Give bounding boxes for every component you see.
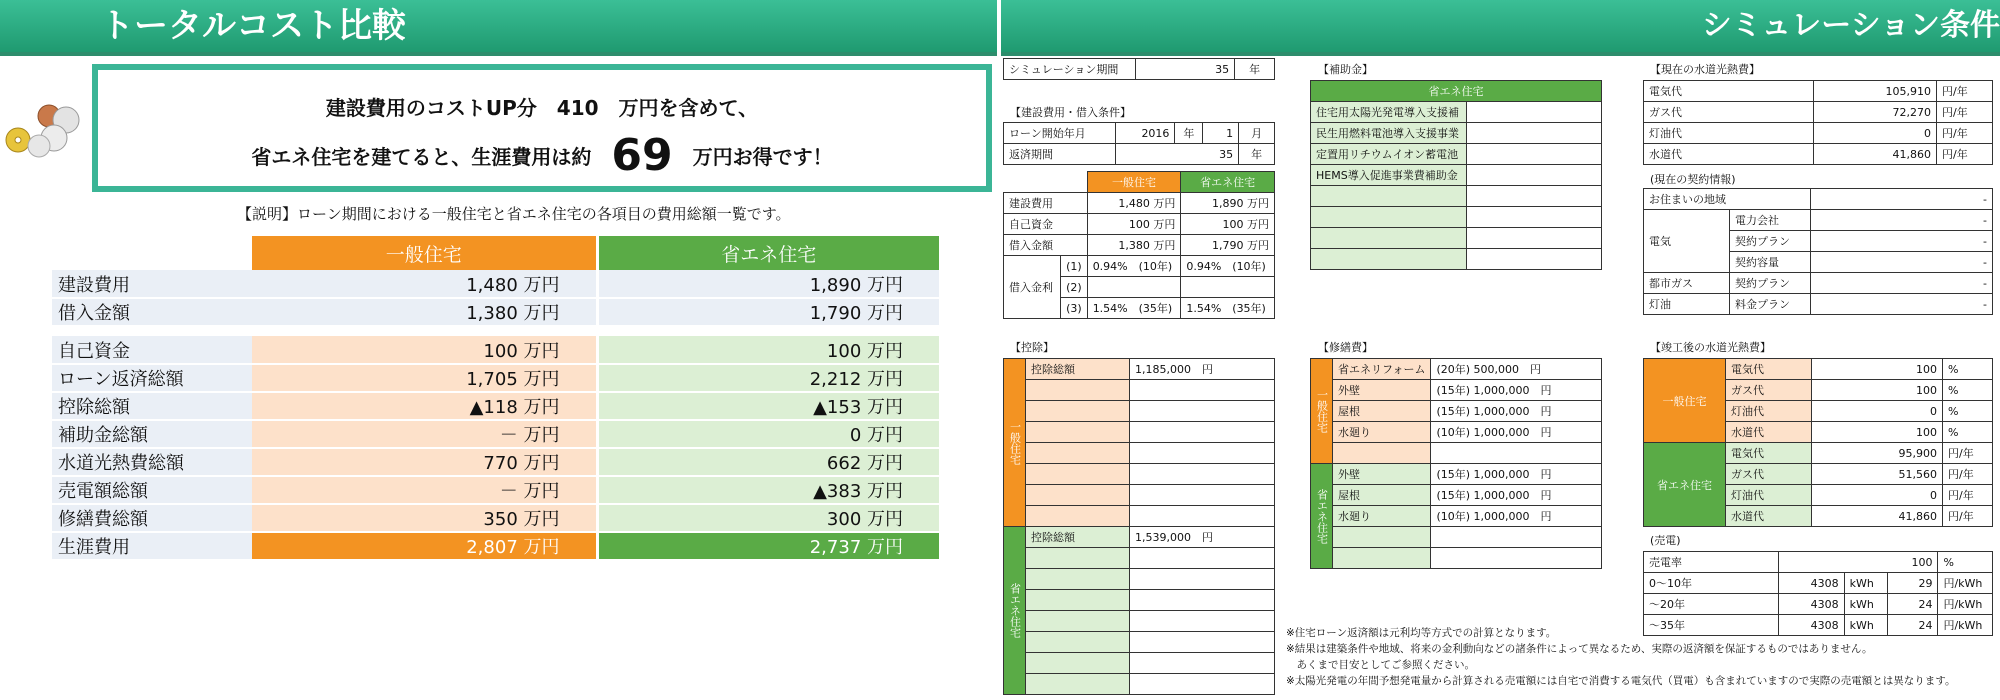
general-value: 1,705 万円 xyxy=(252,364,597,392)
contract-item: 契約容量 xyxy=(1730,252,1811,273)
sell-kwh: 4308 xyxy=(1779,594,1844,615)
repair-years: (15年) xyxy=(1436,468,1471,481)
total-label: 生涯費用 xyxy=(52,532,252,560)
general-value: 100 xyxy=(1128,218,1150,231)
table-row xyxy=(1644,144,1993,165)
row-label: 建設費用 xyxy=(52,270,252,298)
eco-value: 662 万円 xyxy=(597,448,939,476)
deduction-value: 1,185,000 xyxy=(1135,363,1191,376)
sim-period-label: シミュレーション期間 xyxy=(1004,59,1136,80)
unit: % xyxy=(1943,422,1993,443)
eco-rate: 1.54% (35年) xyxy=(1181,298,1275,319)
table-row xyxy=(1004,193,1275,214)
current-utility-table xyxy=(1643,80,1993,165)
subsidy-section-title: 【補助金】 xyxy=(1318,63,1373,76)
row-value: 95,900 xyxy=(1812,443,1943,464)
unit: kWh xyxy=(1844,594,1888,615)
explanation-text: 【説明】ローン期間における一般住宅と省エネ住宅の各項目の費用総額一覧です。 xyxy=(237,205,791,223)
eco-value: 0 万円 xyxy=(597,420,939,448)
sell-period: 0～10年 xyxy=(1644,573,1779,594)
general-value: 1,480 xyxy=(1118,197,1150,210)
repair-cost: 1,000,000 xyxy=(1473,384,1530,397)
repair-item: 屋根 xyxy=(1333,485,1431,506)
deduction-general-label: 一般住宅 xyxy=(1004,359,1026,527)
eco-value: 100 xyxy=(1222,218,1244,231)
subsidy-item xyxy=(1311,249,1467,270)
general-rate: 0.94% (10年) xyxy=(1087,256,1181,277)
row-label: 控除総額 xyxy=(52,392,252,420)
sell-period: ～35年 xyxy=(1644,615,1779,636)
eco-value: 1,790 万円 xyxy=(597,298,939,326)
repair-item xyxy=(1333,548,1431,569)
simulation-period-table xyxy=(1003,58,1275,80)
repair-years: (15年) xyxy=(1436,489,1471,502)
eco-value: 1,890 万円 xyxy=(597,270,939,298)
repair-row xyxy=(1311,527,1602,548)
table-row xyxy=(1644,615,1993,636)
unit: 円 xyxy=(1540,405,1552,418)
unit: % xyxy=(1943,401,1993,422)
deduction-item: 控除総額 xyxy=(1026,359,1130,380)
sim-period-value: 35 xyxy=(1135,59,1234,80)
deduction-eco-label: 省エネ住宅 xyxy=(1004,527,1026,695)
sell-rate-value: 100 xyxy=(1779,552,1938,573)
contract-value: - xyxy=(1811,273,1993,294)
row-label: ガス代 xyxy=(1726,464,1812,485)
eco-value: ▲383 万円 xyxy=(597,476,939,504)
unit: 円/年 xyxy=(1943,464,1993,485)
sell-price: 24 xyxy=(1888,594,1938,615)
unit: % xyxy=(1943,380,1993,401)
contract-item: 契約プラン xyxy=(1730,273,1811,294)
eco-value: 100 万円 xyxy=(597,336,939,364)
note-line: あくまで目安としてご参照ください。 xyxy=(1286,659,1475,671)
row-label: 灯油代 xyxy=(1726,401,1812,422)
row-label: 借入金額 xyxy=(52,298,252,326)
after-utility-table xyxy=(1643,358,1993,527)
contract-info-table xyxy=(1643,188,1993,315)
contract-value: - xyxy=(1811,294,1993,315)
repair-item xyxy=(1333,443,1431,464)
repair-cost: 1,000,000 xyxy=(1473,510,1530,523)
repair-item: 外壁 xyxy=(1333,380,1431,401)
subsidy-item: HEMS導入促進事業費補助金 xyxy=(1311,165,1467,186)
loan-section-title: 【建設費用・借入条件】 xyxy=(1010,106,1131,119)
eco-value: 2,212 万円 xyxy=(597,364,939,392)
general-value: 770 万円 xyxy=(252,448,597,476)
cost-comparison-table xyxy=(52,236,939,561)
page-title: トータルコスト比較 xyxy=(100,6,406,46)
unit: 円/年 xyxy=(1937,102,1993,123)
table-row xyxy=(52,504,939,532)
subsidy-item: 住宅用太陽光発電導入支援補 xyxy=(1311,102,1467,123)
row-label: 自己資金 xyxy=(52,336,252,364)
unit: 万円 xyxy=(1153,218,1176,231)
unit: 円 xyxy=(1540,510,1552,523)
table-row xyxy=(52,364,939,392)
row-value: 100 xyxy=(1812,422,1943,443)
unit: 円 xyxy=(1201,363,1213,376)
subsidy-row xyxy=(1311,123,1602,144)
general-value: 350 万円 xyxy=(252,504,597,532)
unit: % xyxy=(1938,552,1993,573)
row-label: 灯油代 xyxy=(1726,485,1812,506)
general-rate: 1.54% (35年) xyxy=(1087,298,1181,319)
row-label: 補助金総額 xyxy=(52,420,252,448)
deduction-table xyxy=(1003,358,1275,695)
subsidy-row xyxy=(1311,228,1602,249)
row-value: 41,860 xyxy=(1812,506,1943,527)
row-label: 自己資金 xyxy=(1004,214,1088,235)
unit: 円/年 xyxy=(1943,506,1993,527)
repair-row xyxy=(1311,443,1602,464)
subsidy-row xyxy=(1311,249,1602,270)
unit: 円/年 xyxy=(1943,485,1993,506)
row-value: 105,910 xyxy=(1814,81,1937,102)
subsidy-header: 省エネ住宅 xyxy=(1311,81,1602,102)
contract-value: - xyxy=(1811,210,1993,231)
repair-row xyxy=(1311,548,1602,569)
unit: 円/年 xyxy=(1937,123,1993,144)
note-line: ※住宅ローン返済額は元利均等方式での計算となります。 xyxy=(1286,627,1557,639)
repair-eco-label: 省エネ住宅 xyxy=(1311,464,1333,569)
eco-value: 1,790 xyxy=(1212,239,1244,252)
right-header xyxy=(1001,0,2000,52)
contract-value: - xyxy=(1811,252,1993,273)
general-value: － 万円 xyxy=(252,476,597,504)
eco-rate xyxy=(1181,277,1275,298)
savings-amount: 69 xyxy=(611,130,673,181)
row-label: 灯油代 xyxy=(1644,123,1814,144)
unit: kWh xyxy=(1844,573,1888,594)
subsidy-row xyxy=(1311,102,1602,123)
repair-row xyxy=(1311,422,1602,443)
unit: 円/kWh xyxy=(1938,594,1993,615)
sim-period-unit: 年 xyxy=(1235,59,1275,80)
col-header-eco: 省エネ住宅 xyxy=(597,236,939,270)
savings-prefix: 省エネ住宅を建てると、生涯費用は約 xyxy=(251,145,592,169)
repayment-period-label: 返済期間 xyxy=(1004,144,1116,165)
year-unit: 年 xyxy=(1175,123,1203,144)
row-label: 電気代 xyxy=(1644,81,1814,102)
table-row xyxy=(52,448,939,476)
utility-section-title: 【現在の水道光熱費】 xyxy=(1650,63,1760,76)
repair-item: 水廻り xyxy=(1333,422,1431,443)
general-value: － 万円 xyxy=(252,420,597,448)
unit: 円 xyxy=(1201,531,1213,544)
region-label: お住まいの地域 xyxy=(1644,189,1811,210)
table-row xyxy=(52,298,939,326)
row-label: 水道代 xyxy=(1726,506,1812,527)
row-label: 電気代 xyxy=(1726,443,1812,464)
repair-cost: 1,000,000 xyxy=(1473,426,1530,439)
rate-index: (2) xyxy=(1061,277,1088,298)
note-line: ※太陽光発電の年間予想発電量から計算される売電額には自宅で消費する電気代（買電）も含まれていますので実際の売電額とは異なります。 xyxy=(1286,675,1956,687)
general-rate xyxy=(1087,277,1181,298)
row-label: 借入金額 xyxy=(1004,235,1088,256)
row-value: 0 xyxy=(1814,123,1937,144)
repair-item xyxy=(1333,527,1431,548)
col-header-general: 一般住宅 xyxy=(252,236,597,270)
general-value: 1,380 万円 xyxy=(252,298,597,326)
table-row xyxy=(1644,102,1993,123)
unit: 円 xyxy=(1530,363,1542,376)
note-line: ※結果は建築条件や地域、将来の金利動向などの諸条件によって異なるため、実際の返済額を保証するものではありません。 xyxy=(1286,643,1873,655)
unit: 万円 xyxy=(1153,239,1176,252)
total-general: 2,807 万円 xyxy=(252,532,597,560)
row-value: 0 xyxy=(1812,401,1943,422)
loan-terms-table xyxy=(1003,122,1275,165)
row-label: ローン返済総額 xyxy=(52,364,252,392)
deduction-value: 1,539,000 xyxy=(1135,531,1191,544)
repair-row xyxy=(1311,506,1602,527)
row-label: 電気代 xyxy=(1726,359,1812,380)
eco-rate: 0.94% (10年) xyxy=(1181,256,1275,277)
unit: 円/年 xyxy=(1937,81,1993,102)
sell-price: 29 xyxy=(1888,573,1938,594)
eco-value: 1,890 xyxy=(1212,197,1244,210)
subsidy-item xyxy=(1311,186,1467,207)
row-label: 売電額総額 xyxy=(52,476,252,504)
blank-cell xyxy=(52,236,252,270)
unit: 円 xyxy=(1540,426,1552,439)
sell-price: 24 xyxy=(1888,615,1938,636)
row-value: 72,270 xyxy=(1814,102,1937,123)
row-value: 41,860 xyxy=(1814,144,1937,165)
subsidy-item xyxy=(1311,207,1467,228)
contract-value: - xyxy=(1811,231,1993,252)
after-general-label: 一般住宅 xyxy=(1644,359,1726,443)
subsidy-item: 民生用燃料電池導入支援事業 xyxy=(1311,123,1467,144)
subsidy-table xyxy=(1310,80,1602,270)
repair-section-title: 【修繕費】 xyxy=(1318,341,1373,354)
repair-years: (10年) xyxy=(1436,510,1471,523)
subsidy-row xyxy=(1311,144,1602,165)
general-value: 100 万円 xyxy=(252,336,597,364)
cost-up-message: 建設費用のコストUP分 410 万円を含めて、 xyxy=(325,96,759,120)
coins-illustration xyxy=(4,100,86,160)
savings-highlight-box xyxy=(92,64,992,192)
unit: 万円 xyxy=(1247,239,1269,252)
rate-row xyxy=(1004,256,1275,277)
unit: 円/年 xyxy=(1937,144,1993,165)
unit: 円/年 xyxy=(1943,443,1993,464)
after-section-title: 【竣工後の水道光熱費】 xyxy=(1650,341,1771,354)
unit: 円/kWh xyxy=(1938,615,1993,636)
repair-row xyxy=(1311,464,1602,485)
loan-start-label: ローン開始年月 xyxy=(1004,123,1116,144)
electricity-label: 電気 xyxy=(1644,210,1730,273)
cost-col-eco: 省エネ住宅 xyxy=(1181,172,1275,193)
unit: 円 xyxy=(1540,384,1552,397)
repair-row xyxy=(1311,359,1602,380)
repair-row xyxy=(1311,401,1602,422)
table-row xyxy=(1644,443,1993,464)
table-row xyxy=(52,420,939,448)
unit: 万円 xyxy=(1247,218,1269,231)
row-label: 水道光熱費総額 xyxy=(52,448,252,476)
unit: 円 xyxy=(1540,468,1552,481)
deduction-section-title: 【控除】 xyxy=(1010,341,1054,354)
unit: 円/kWh xyxy=(1938,573,1993,594)
kerosene-label: 灯油 xyxy=(1644,294,1730,315)
subsidy-row xyxy=(1311,207,1602,228)
table-row xyxy=(1004,214,1275,235)
savings-message xyxy=(98,130,986,181)
repair-item: 外壁 xyxy=(1333,464,1431,485)
repayment-period-value: 35 xyxy=(1115,144,1238,165)
table-row xyxy=(1644,594,1993,615)
repair-cost: 500,000 xyxy=(1473,363,1520,376)
repair-cost: 1,000,000 xyxy=(1473,405,1530,418)
row-value: 51,560 xyxy=(1812,464,1943,485)
unit: % xyxy=(1943,359,1993,380)
table-row xyxy=(52,392,939,420)
period-unit: 年 xyxy=(1239,144,1275,165)
subsidy-row xyxy=(1311,186,1602,207)
row-value: 100 xyxy=(1812,380,1943,401)
eco-value: ▲153 万円 xyxy=(597,392,939,420)
sell-period: ～20年 xyxy=(1644,594,1779,615)
sell-table xyxy=(1643,551,1993,636)
rate-index: (3) xyxy=(1061,298,1088,319)
sell-section-title: (売電) xyxy=(1650,534,1681,547)
repair-general-label: 一般住宅 xyxy=(1311,359,1333,464)
general-value: 1,480 万円 xyxy=(252,270,597,298)
month-unit: 月 xyxy=(1239,123,1275,144)
row-label: 水道代 xyxy=(1644,144,1814,165)
savings-suffix: 万円お得です！ xyxy=(692,145,833,169)
panel-divider xyxy=(997,0,1001,700)
unit: kWh xyxy=(1844,615,1888,636)
repair-years: (15年) xyxy=(1436,384,1471,397)
region-value: - xyxy=(1811,189,1993,210)
eco-value: 300 万円 xyxy=(597,504,939,532)
cost-col-general: 一般住宅 xyxy=(1087,172,1181,193)
contract-section-title: (現在の契約情報) xyxy=(1650,173,1736,186)
subsidy-row xyxy=(1311,165,1602,186)
sell-rate-label: 売電率 xyxy=(1644,552,1779,573)
row-value: 0 xyxy=(1812,485,1943,506)
row-label: ガス代 xyxy=(1644,102,1814,123)
left-header xyxy=(0,0,997,52)
repair-row xyxy=(1311,485,1602,506)
table-row xyxy=(1644,359,1993,380)
table-row xyxy=(52,476,939,504)
rate-label: 借入金利 xyxy=(1004,256,1061,319)
repair-item: 屋根 xyxy=(1333,401,1431,422)
unit: 万円 xyxy=(1247,197,1269,210)
total-eco: 2,737 万円 xyxy=(597,532,939,560)
total-row xyxy=(52,532,939,560)
table-row xyxy=(52,336,939,364)
row-label: ガス代 xyxy=(1726,380,1812,401)
contract-item: 料金プラン xyxy=(1730,294,1811,315)
row-label: 水道代 xyxy=(1726,422,1812,443)
table-row xyxy=(52,270,939,298)
row-label: 修繕費総額 xyxy=(52,504,252,532)
subsidy-item: 定置用リチウムイオン蓄電池 xyxy=(1311,144,1467,165)
after-eco-label: 省エネ住宅 xyxy=(1644,443,1726,527)
loan-start-year: 2016 xyxy=(1115,123,1175,144)
unit: 万円 xyxy=(1153,197,1176,210)
contract-item: 契約プラン xyxy=(1730,231,1811,252)
subsidy-item xyxy=(1311,228,1467,249)
rate-index: (1) xyxy=(1061,256,1088,277)
repair-table xyxy=(1310,358,1602,569)
loan-start-month: 1 xyxy=(1203,123,1239,144)
row-label: 建設費用 xyxy=(1004,193,1088,214)
repair-years: (15年) xyxy=(1436,405,1471,418)
table-row xyxy=(1644,573,1993,594)
deduction-item: 控除総額 xyxy=(1026,527,1130,548)
table-row xyxy=(1644,123,1993,144)
repair-item: 水廻り xyxy=(1333,506,1431,527)
sell-kwh: 4308 xyxy=(1779,573,1844,594)
unit: 円 xyxy=(1540,489,1552,502)
gas-label: 都市ガス xyxy=(1644,273,1730,294)
conditions-title: シミュレーション条件 xyxy=(1701,8,2000,43)
table-row xyxy=(1004,235,1275,256)
table-row xyxy=(1644,81,1993,102)
general-value: ▲118 万円 xyxy=(252,392,597,420)
sell-kwh: 4308 xyxy=(1779,615,1844,636)
row-value: 100 xyxy=(1812,359,1943,380)
contract-item: 電力会社 xyxy=(1730,210,1811,231)
repair-item: 省エネリフォーム xyxy=(1333,359,1431,380)
repair-row xyxy=(1311,380,1602,401)
general-value: 1,380 xyxy=(1118,239,1150,252)
repair-cost: 1,000,000 xyxy=(1473,489,1530,502)
repair-cost: 1,000,000 xyxy=(1473,468,1530,481)
repair-years: (20年) xyxy=(1436,363,1471,376)
repair-years: (10年) xyxy=(1436,426,1471,439)
construction-cost-table xyxy=(1003,171,1275,319)
